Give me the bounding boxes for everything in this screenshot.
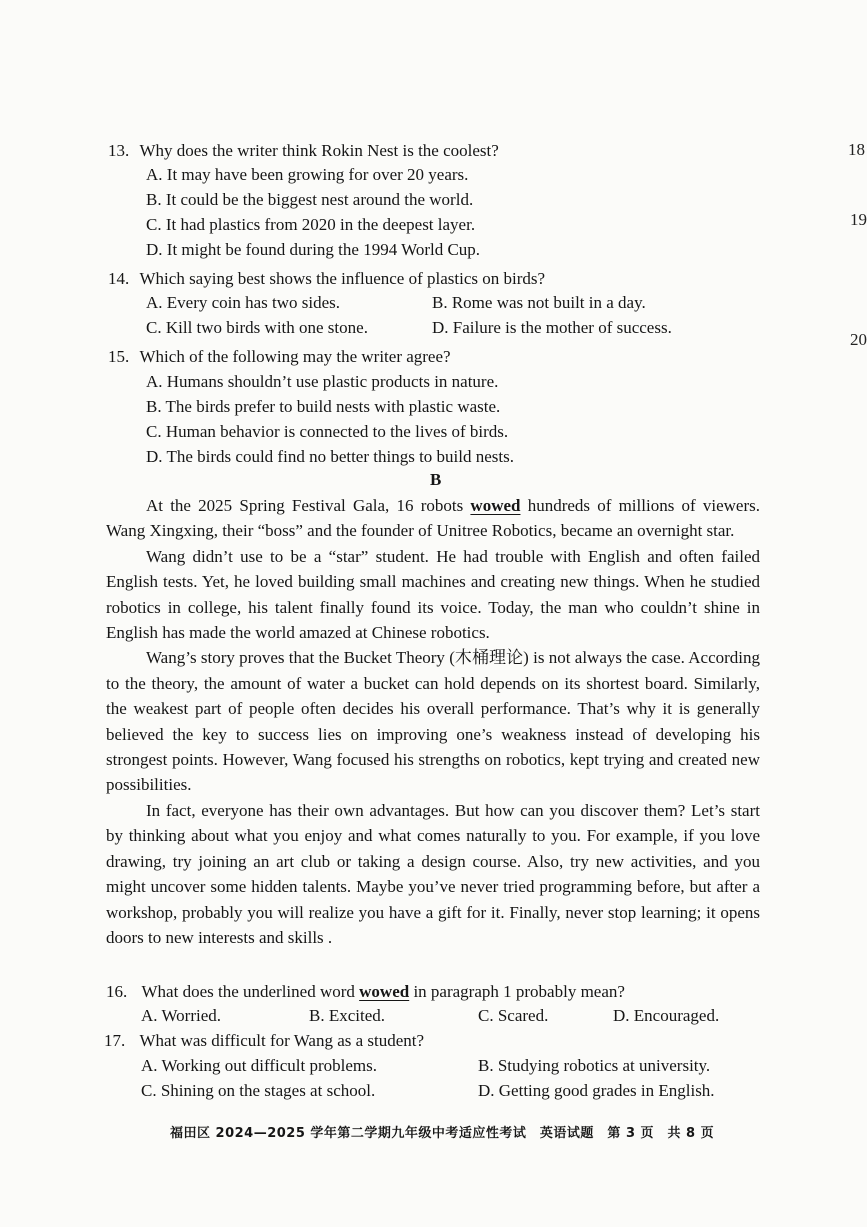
page-footer: 福田区 2024—2025 学年第二学期九年级中考适应性考试 英语试题 第 3 页 共 8 页	[170, 1126, 715, 1141]
option-label: A.	[146, 372, 163, 391]
option-text: It might be found during the 1994 World Cup.	[166, 240, 481, 259]
option-17b[interactable]	[478, 1055, 710, 1077]
question-stem: Why does the writer think Rokin Nest is the coolest?	[139, 141, 499, 160]
option-text: Failure is the mother of success.	[452, 318, 672, 337]
question-number: 17.	[104, 1031, 126, 1050]
option-label: D.	[613, 1006, 630, 1025]
option-text: Rome was not built in a day.	[451, 293, 646, 312]
paragraph-text: hundreds of millions of viewers. Wang Xingxing, their “boss” and the founder of Unitree Robotics, became an overnight star.	[106, 496, 760, 541]
option-14a[interactable]	[146, 292, 340, 314]
question-stem: Which saying best shows the influence of plastics on birds?	[139, 269, 546, 288]
option-label: A.	[146, 165, 163, 184]
paragraph-3: Wang’s story proves that the Bucket Theory (木桶理论) is not always the case. According to the theory, the amount of water a bucket can hold depends on its shortest board. Similarly, the weakest part of people often decides his overall performance. That’s why it is generally believed the key to success lies on improving one’s weakness instead of developing his strongest points. However, Wang focused his strengths on robotics, kept trying and created new possibilities.	[106, 648, 760, 795]
option-text: Worried.	[161, 1006, 222, 1025]
option-label: D.	[146, 447, 163, 466]
option-label: C.	[141, 1081, 157, 1100]
underlined-word: wowed	[359, 982, 410, 1001]
question-stem: Which of the following may the writer agree?	[139, 347, 451, 366]
option-text: The birds prefer to build nests with plastic waste.	[165, 397, 501, 416]
option-label: D.	[432, 318, 449, 337]
question-number: 13.	[108, 141, 130, 160]
question-stem: What was difficult for Wang as a student?	[139, 1031, 425, 1050]
option-13a[interactable]	[146, 164, 468, 186]
option-17a[interactable]	[141, 1055, 377, 1077]
option-text: Every coin has two sides.	[166, 293, 341, 312]
option-label: D.	[146, 240, 163, 259]
question-17	[104, 1030, 424, 1052]
option-text: Human behavior is connected to the lives of birds.	[165, 422, 509, 441]
question-13	[108, 140, 499, 162]
option-16b[interactable]	[309, 1005, 385, 1027]
underlined-word: wowed	[470, 496, 521, 515]
option-label: D.	[478, 1081, 495, 1100]
option-text: Scared.	[497, 1006, 549, 1025]
option-text: It may have been growing for over 20 years.	[166, 165, 469, 184]
option-text: It had plastics from 2020 in the deepest layer.	[165, 215, 476, 234]
option-16c[interactable]	[478, 1005, 548, 1027]
paragraph-1	[106, 493, 760, 544]
option-text: Kill two birds with one stone.	[165, 318, 368, 337]
option-text: Encouraged.	[633, 1006, 720, 1025]
edge-number-19: 19	[850, 210, 867, 229]
edge-number-18: 18	[848, 140, 865, 159]
question-number: 15.	[108, 347, 130, 366]
option-14d[interactable]	[432, 317, 672, 339]
option-label: C.	[146, 215, 162, 234]
question-stem-post: in paragraph 1 probably mean?	[409, 982, 625, 1001]
section-label: B	[430, 470, 442, 489]
option-label: C.	[146, 422, 162, 441]
option-15d[interactable]	[146, 446, 514, 468]
option-16a[interactable]	[141, 1005, 221, 1027]
option-16d[interactable]	[613, 1005, 719, 1027]
passage	[106, 493, 760, 950]
question-number: 16.	[106, 982, 128, 1001]
paragraph-4: In fact, everyone has their own advantages. But how can you discover them? Let’s start by thinking about what you enjoy and what comes naturally to you. For example, if you love drawing, try joining an art club or taking a design course. Also, try new activities, and you might uncover some hidden talents. Maybe you’ve never tried programming before, but after a workshop, probably you will realize you have a gift for it. Finally, never stop learning; it opens doors to new interests and skills .	[106, 800, 760, 947]
option-15a[interactable]	[146, 371, 498, 393]
question-stem-pre: What does the underlined word	[141, 982, 360, 1001]
option-label: C.	[478, 1006, 494, 1025]
option-14b[interactable]	[432, 292, 646, 314]
option-text: Getting good grades in English.	[498, 1081, 715, 1100]
option-text: Working out difficult problems.	[161, 1056, 377, 1075]
option-label: A.	[141, 1056, 158, 1075]
option-13d[interactable]	[146, 239, 480, 261]
option-label: B.	[478, 1056, 494, 1075]
option-label: B.	[146, 190, 162, 209]
paragraph-2: Wang didn’t use to be a “star” student. He had trouble with English and often failed English tests. Yet, he loved building small machines and creating new things. When he studied robotics in college, his talent finally found its voice. Today, the man who couldn’t shine in English has made the world amazed at Chinese robotics.	[106, 546, 760, 643]
option-text: Studying robotics at university.	[497, 1056, 711, 1075]
option-13b[interactable]	[146, 189, 473, 211]
option-text: The birds could find no better things to build nests.	[166, 447, 514, 466]
option-17d[interactable]	[478, 1080, 715, 1102]
question-16	[106, 981, 625, 1003]
option-text: Humans shouldn’t use plastic products in nature.	[166, 372, 499, 391]
edge-number-20: 20	[850, 330, 867, 349]
option-label: A.	[146, 293, 163, 312]
question-15	[108, 346, 451, 368]
option-text: It could be the biggest nest around the world.	[165, 190, 474, 209]
option-label: C.	[146, 318, 162, 337]
option-label: B.	[309, 1006, 325, 1025]
option-14c[interactable]	[146, 317, 368, 339]
option-text: Excited.	[328, 1006, 386, 1025]
question-number: 14.	[108, 269, 130, 288]
option-label: B.	[432, 293, 448, 312]
option-13c[interactable]	[146, 214, 475, 236]
option-17c[interactable]	[141, 1080, 375, 1102]
question-14	[108, 268, 545, 290]
paragraph-text: At the 2025 Spring Festival Gala, 16 robots	[146, 496, 471, 515]
option-label: B.	[146, 397, 162, 416]
option-15c[interactable]	[146, 421, 508, 443]
option-text: Shining on the stages at school.	[160, 1081, 376, 1100]
option-label: A.	[141, 1006, 158, 1025]
option-15b[interactable]	[146, 396, 500, 418]
